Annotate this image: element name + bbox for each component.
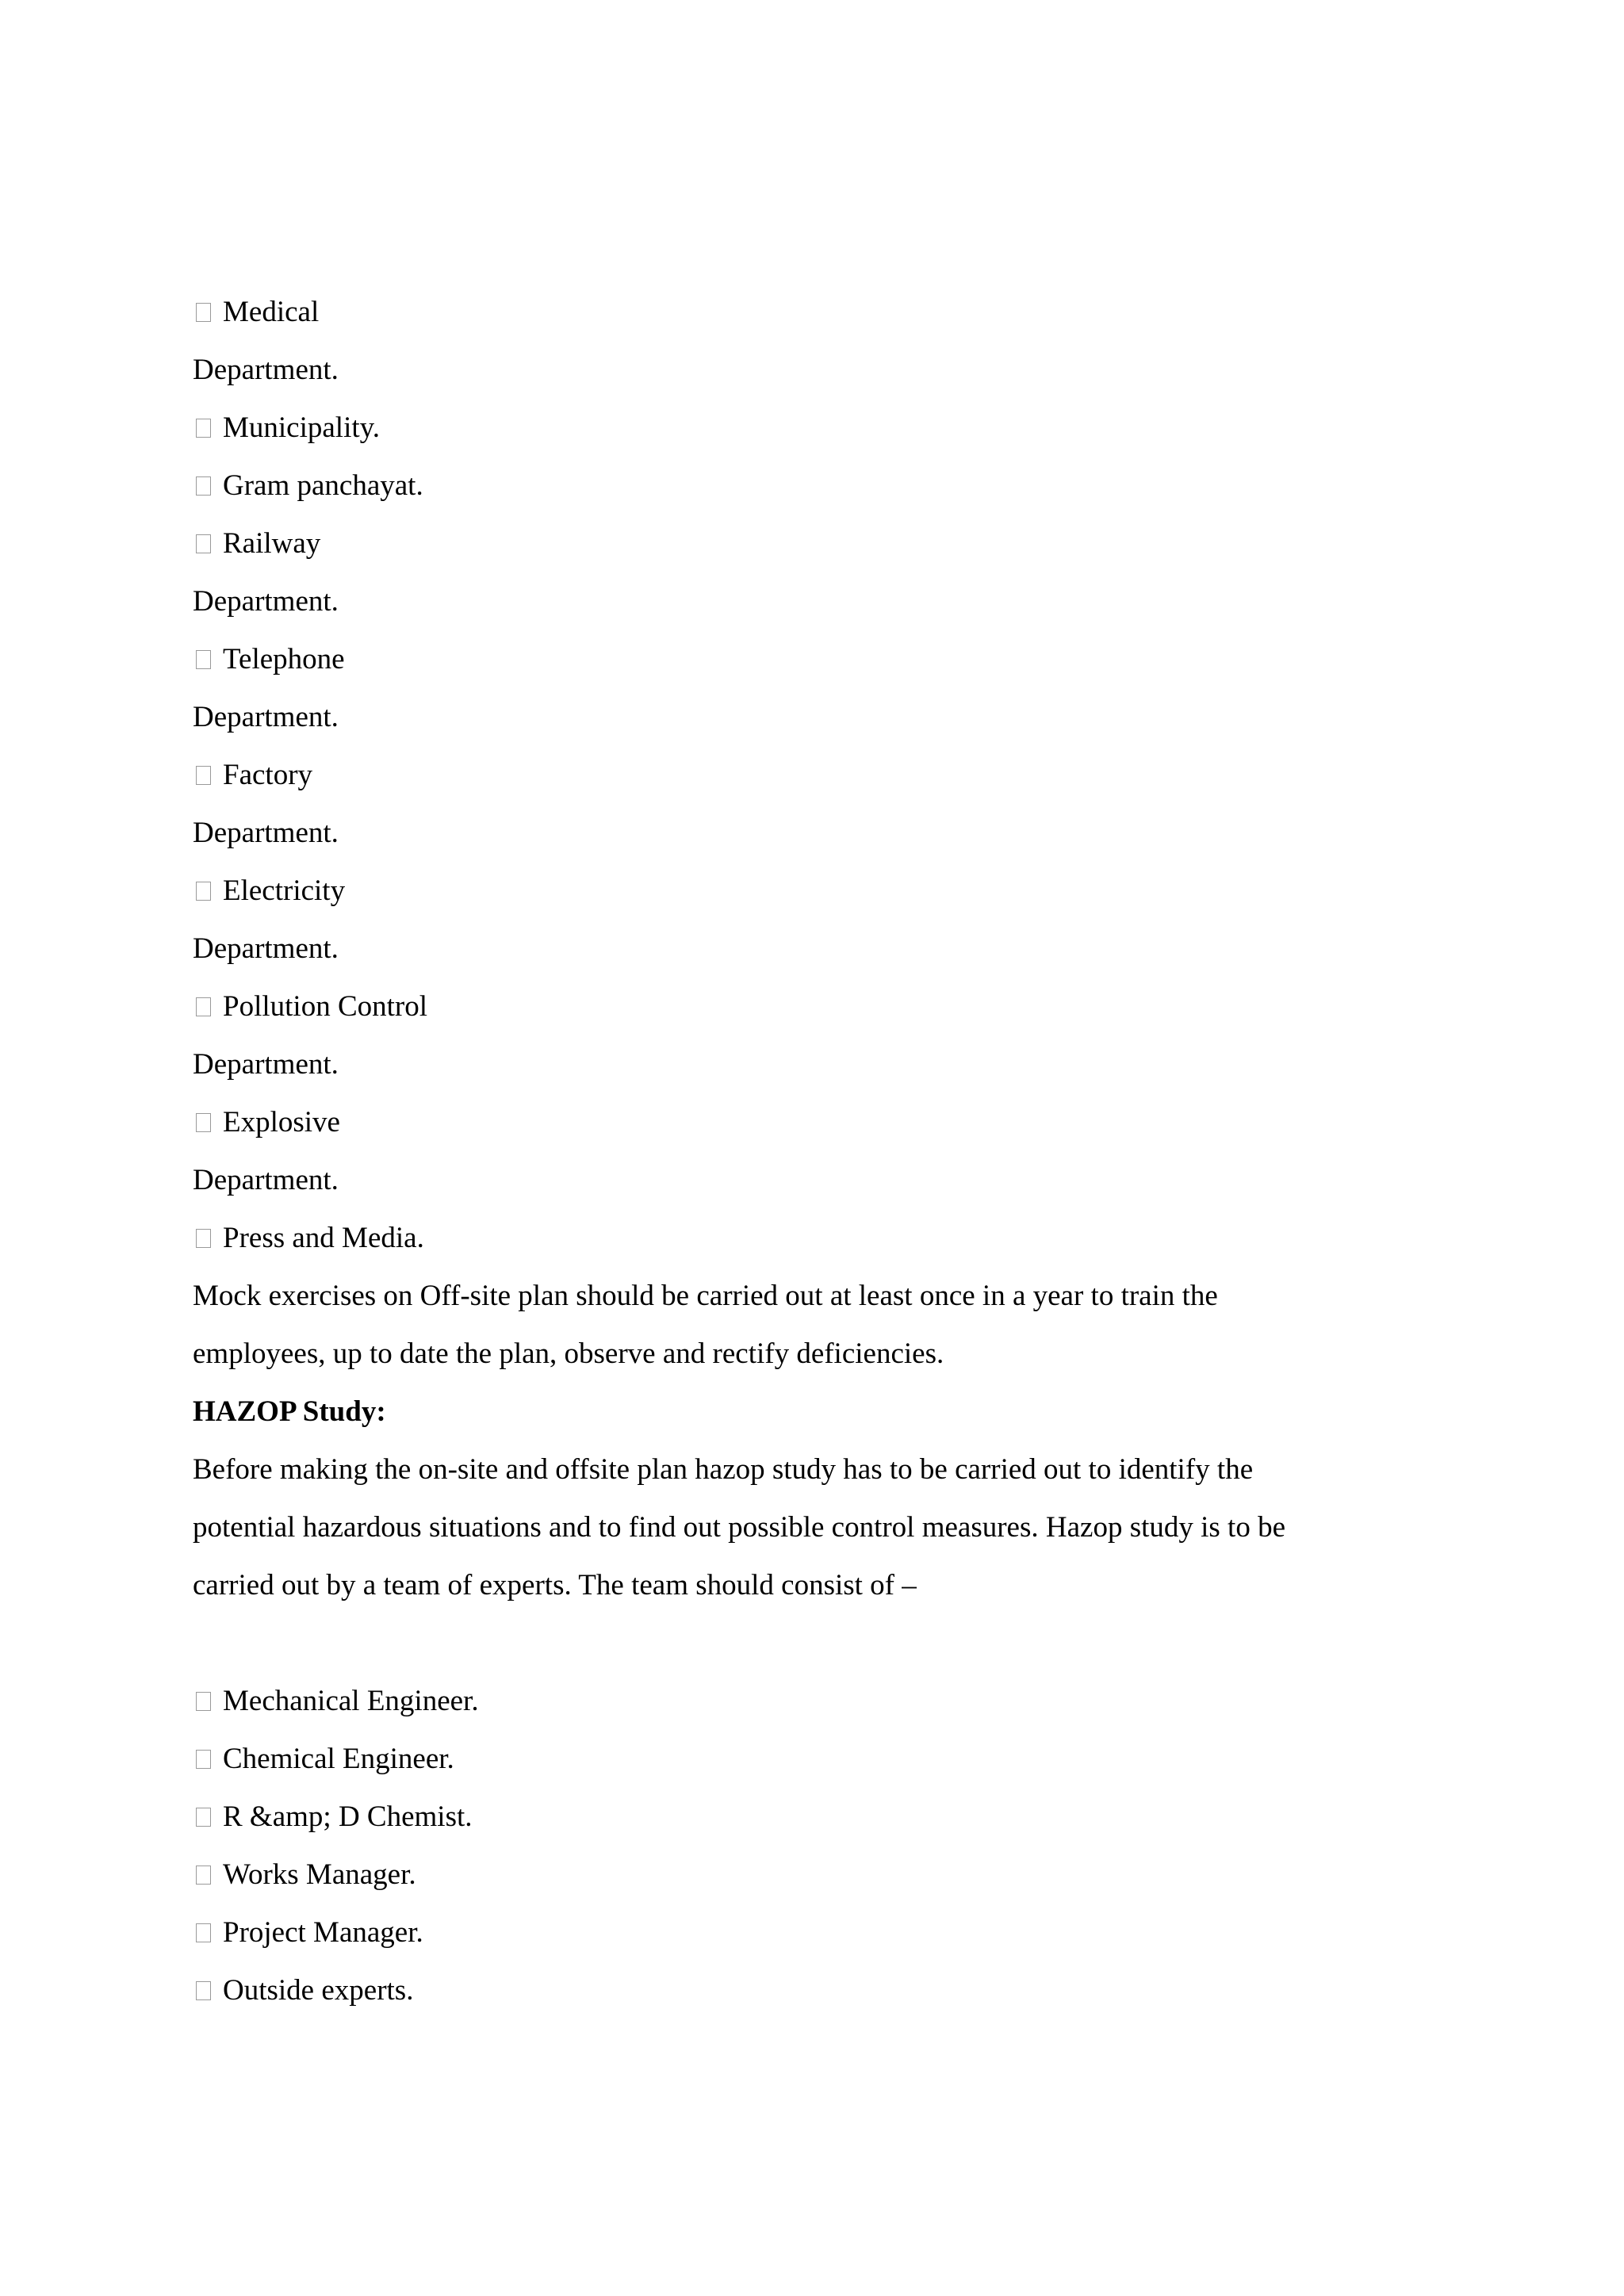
missing-glyph-box-icon xyxy=(196,650,211,669)
missing-glyph-box-icon xyxy=(196,419,211,438)
page-content xyxy=(193,283,1430,2019)
list-item xyxy=(193,1961,1430,2019)
list-item-text: Outside experts. xyxy=(223,1974,414,2007)
paragraph-line: potential hazardous situations and to find out possible control measures. Hazop study is to be xyxy=(193,1511,1285,1544)
list-item-continuation: Department. xyxy=(193,817,339,849)
list-item xyxy=(193,1093,1430,1151)
list-item-continuation: Department. xyxy=(193,1048,339,1081)
missing-glyph-box-icon xyxy=(196,1229,211,1248)
list-item-continuation: Department. xyxy=(193,701,339,733)
hazop-paragraph xyxy=(193,1441,1430,1614)
missing-glyph-box-icon xyxy=(196,534,211,553)
list-item xyxy=(193,630,1430,688)
paragraph-line: Mock exercises on Off-site plan should be carried out at least once in a year to train the xyxy=(193,1280,1218,1312)
missing-glyph-box-icon xyxy=(196,1866,211,1885)
list-item xyxy=(193,515,1430,572)
list-item-text: Press and Media. xyxy=(223,1222,424,1254)
section-heading: HAZOP Study: xyxy=(193,1395,386,1428)
blank-line xyxy=(193,1614,1430,1672)
list-item-text: Railway xyxy=(223,527,321,560)
list-item xyxy=(193,1730,1430,1788)
list-item-text: Municipality. xyxy=(223,411,380,444)
list-item-continuation: Department. xyxy=(193,1164,339,1196)
list-item xyxy=(193,399,1430,457)
missing-glyph-box-icon xyxy=(196,1923,211,1942)
list-item-text: Chemical Engineer. xyxy=(223,1743,454,1775)
list-item-text: Project Manager. xyxy=(223,1916,423,1949)
list-item xyxy=(193,1904,1430,1961)
list-item-text: Telephone xyxy=(223,643,345,675)
missing-glyph-box-icon xyxy=(196,1981,211,2000)
agency-list xyxy=(193,283,1430,1267)
list-item-text: Gram panchayat. xyxy=(223,469,423,502)
list-item xyxy=(193,1788,1430,1846)
list-item xyxy=(193,1672,1430,1730)
paragraph-line: carried out by a team of experts. The team should consist of – xyxy=(193,1569,917,1601)
list-item-continuation: Department. xyxy=(193,585,339,618)
list-item-text: R &amp; D Chemist. xyxy=(223,1800,473,1833)
team-list xyxy=(193,1672,1430,2019)
missing-glyph-box-icon xyxy=(196,476,211,496)
list-item-text: Medical xyxy=(223,296,320,328)
list-item xyxy=(193,457,1430,515)
list-item-continuation: Department. xyxy=(193,932,339,965)
missing-glyph-box-icon xyxy=(196,766,211,785)
list-item-text: Mechanical Engineer. xyxy=(223,1685,479,1717)
list-item-text: Electricity xyxy=(223,874,346,907)
missing-glyph-box-icon xyxy=(196,997,211,1016)
missing-glyph-box-icon xyxy=(196,1113,211,1132)
list-item xyxy=(193,746,1430,804)
paragraph-line: Before making the on-site and offsite plan hazop study has to be carried out to identify the xyxy=(193,1453,1254,1486)
list-item xyxy=(193,978,1430,1035)
list-item-continuation: Department. xyxy=(193,354,339,386)
list-item xyxy=(193,1209,1430,1267)
list-item-text: Pollution Control xyxy=(223,990,428,1023)
list-item xyxy=(193,862,1430,920)
missing-glyph-box-icon xyxy=(196,882,211,901)
list-item xyxy=(193,283,1430,341)
list-item xyxy=(193,1846,1430,1904)
paragraph-line: employees, up to date the plan, observe and rectify deficiencies. xyxy=(193,1337,944,1370)
missing-glyph-box-icon xyxy=(196,1750,211,1769)
missing-glyph-box-icon xyxy=(196,1692,211,1711)
missing-glyph-box-icon xyxy=(196,1808,211,1827)
list-item-text: Explosive xyxy=(223,1106,340,1138)
missing-glyph-box-icon xyxy=(196,303,211,322)
mock-exercise-paragraph xyxy=(193,1267,1430,1383)
list-item-text: Works Manager. xyxy=(223,1858,416,1891)
list-item-text: Factory xyxy=(223,759,313,791)
